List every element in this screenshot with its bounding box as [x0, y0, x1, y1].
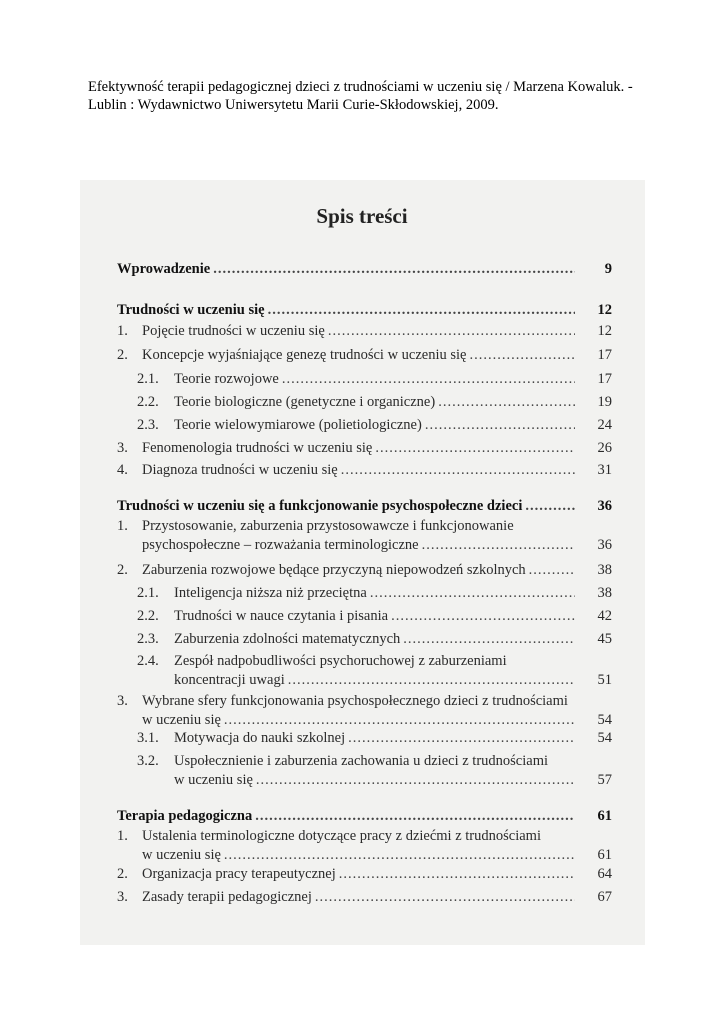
toc-entry-number: 2.4. — [137, 653, 159, 669]
toc-page-number: 61 — [597, 847, 612, 863]
toc-page-number: 54 — [597, 712, 612, 728]
toc-entry-title-continued: w uczeniu się — [142, 847, 221, 863]
toc-entry-title: Zespół nadpobudliwości psychoruchowej z zaburzeniami — [174, 653, 507, 669]
toc-page-number: 19 — [597, 394, 612, 410]
toc-entry-title: Przystosowanie, zaburzenia przystosowawcze i funkcjonowanie — [142, 518, 514, 534]
toc-entry-title: Zaburzenia zdolności matematycznych — [174, 631, 401, 647]
toc-entry-title: Teorie rozwojowe — [174, 371, 279, 387]
toc-entry-number: 3. — [117, 693, 128, 709]
toc-entry-title: Koncepcje wyjaśniające genezę trudności w uczeniu się — [142, 347, 467, 363]
toc-entry-number: 2.3. — [137, 631, 159, 647]
toc-page-number: 12 — [597, 323, 612, 339]
toc-leader-dots — [438, 394, 575, 411]
toc-entry-title: Inteligencja niższa niż przeciętna — [174, 585, 367, 601]
toc-leader-dots — [529, 562, 575, 579]
citation-line-1: Efektywność terapii pedagogicznej dzieci z trudnościami w uczeniu się / Marzena Kowaluk. - — [88, 79, 633, 95]
toc-entry-number: 2.1. — [137, 371, 159, 387]
toc-entry-number: 3.1. — [137, 730, 159, 746]
toc-leader-dots — [256, 772, 575, 789]
toc-leader-dots — [315, 889, 575, 906]
toc-page-number: 57 — [597, 772, 612, 788]
toc-entry-title: Motywacja do nauki szkolnej — [174, 730, 346, 746]
toc-entry-title: Ustalenia terminologiczne dotyczące pracy z dziećmi z trudnościami — [142, 828, 541, 844]
toc-entry-title: Fenomenologia trudności w uczeniu się — [142, 440, 373, 456]
toc-title: Spis treści — [316, 204, 408, 228]
toc-leader-dots — [224, 712, 575, 729]
toc-entry-number: 2. — [117, 562, 128, 578]
toc-entry-number: 3. — [117, 889, 128, 905]
toc-leader-dots — [268, 302, 575, 319]
toc-entry-number: 2.3. — [137, 417, 159, 433]
toc-entry-number: 2.2. — [137, 608, 159, 624]
toc-page-number: 54 — [597, 730, 612, 746]
toc-page-number: 64 — [597, 866, 612, 882]
toc-entry-title-continued: w uczeniu się — [174, 772, 253, 788]
toc-entry-title: Wprowadzenie — [117, 261, 211, 277]
toc-page-number: 31 — [597, 462, 612, 478]
toc-entry-title: Trudności w uczeniu się a funkcjonowanie psychospołeczne dzieci — [117, 498, 523, 514]
toc-page-number: 9 — [604, 261, 612, 277]
toc-entry-title: Uspołecznienie i zaburzenia zachowania u dzieci z trudnościami — [174, 753, 549, 769]
toc-entry-number: 1. — [117, 828, 128, 844]
toc-leader-dots — [348, 730, 575, 747]
toc-leader-dots — [370, 585, 575, 602]
toc-leader-dots — [403, 631, 575, 648]
toc-leader-dots — [375, 440, 575, 457]
toc-leader-dots — [341, 462, 575, 479]
toc-entry-title: Diagnoza trudności w uczeniu się — [142, 462, 338, 478]
toc-entry-title: Organizacja pracy terapeutycznej — [142, 866, 336, 882]
toc-entry-number: 3.2. — [137, 753, 159, 769]
toc-leader-dots — [525, 498, 575, 515]
toc-page-number: 38 — [597, 562, 612, 578]
toc-page-number: 17 — [597, 371, 612, 387]
toc-leader-dots — [391, 608, 575, 625]
toc-leader-dots — [213, 261, 575, 278]
toc-entry-title: Teorie biologiczne (genetyczne i organiczne) — [174, 394, 436, 410]
toc-page-number: 38 — [597, 585, 612, 601]
toc-entry-title: Pojęcie trudności w uczeniu się — [142, 323, 325, 339]
toc-leader-dots — [255, 808, 575, 825]
toc-leader-dots — [282, 371, 575, 388]
toc-entry-title: Trudności w nauce czytania i pisania — [174, 608, 389, 624]
toc-page-number: 51 — [597, 672, 612, 688]
toc-page-number: 42 — [597, 608, 612, 624]
toc-page-number: 67 — [597, 889, 612, 905]
toc-page-number: 24 — [597, 417, 612, 433]
toc-page-number: 12 — [597, 302, 612, 318]
toc-entry-number: 4. — [117, 462, 128, 478]
toc-leader-dots — [224, 847, 575, 864]
toc-entry-number: 1. — [117, 323, 128, 339]
toc-entry-number: 1. — [117, 518, 128, 534]
toc-leader-dots — [288, 672, 575, 689]
toc-entry-title: Terapia pedagogiczna — [117, 808, 253, 824]
toc-entry-title: Teorie wielowymiarowe (polietiologiczne) — [174, 417, 422, 433]
toc-leader-dots — [339, 866, 575, 883]
citation-line-2: Lublin : Wydawnictwo Uniwersytetu Marii Curie-Skłodowskiej, 2009. — [88, 97, 499, 113]
toc-entry-title: Wybrane sfery funkcjonowania psychospołecznego dzieci z trudnościami — [142, 693, 568, 709]
toc-page-number: 36 — [597, 498, 612, 514]
toc-entry-title: Trudności w uczeniu się — [117, 302, 265, 318]
toc-entry-title-continued: koncentracji uwagi — [174, 672, 285, 688]
toc-entry-title-continued: w uczeniu się — [142, 712, 221, 728]
toc-entry-number: 2.2. — [137, 394, 159, 410]
toc-leader-dots — [425, 417, 575, 434]
toc-entry-number: 2. — [117, 866, 128, 882]
toc-page-number: 26 — [597, 440, 612, 456]
toc-entry-number: 2. — [117, 347, 128, 363]
toc-entry-title: Zaburzenia rozwojowe będące przyczyną niepowodzeń szkolnych — [142, 562, 526, 578]
toc-page-number: 17 — [597, 347, 612, 363]
toc-leader-dots — [470, 347, 576, 364]
toc-page-number: 45 — [597, 631, 612, 647]
toc-entry-title-continued: psychospołeczne – rozważania terminologiczne — [142, 537, 419, 553]
toc-page-number: 61 — [597, 808, 612, 824]
toc-entry-title: Zasady terapii pedagogicznej — [142, 889, 312, 905]
toc-leader-dots — [328, 323, 575, 340]
toc-entry-number: 3. — [117, 440, 128, 456]
toc-page-number: 36 — [597, 537, 612, 553]
toc-leader-dots — [422, 537, 575, 554]
toc-entry-number: 2.1. — [137, 585, 159, 601]
